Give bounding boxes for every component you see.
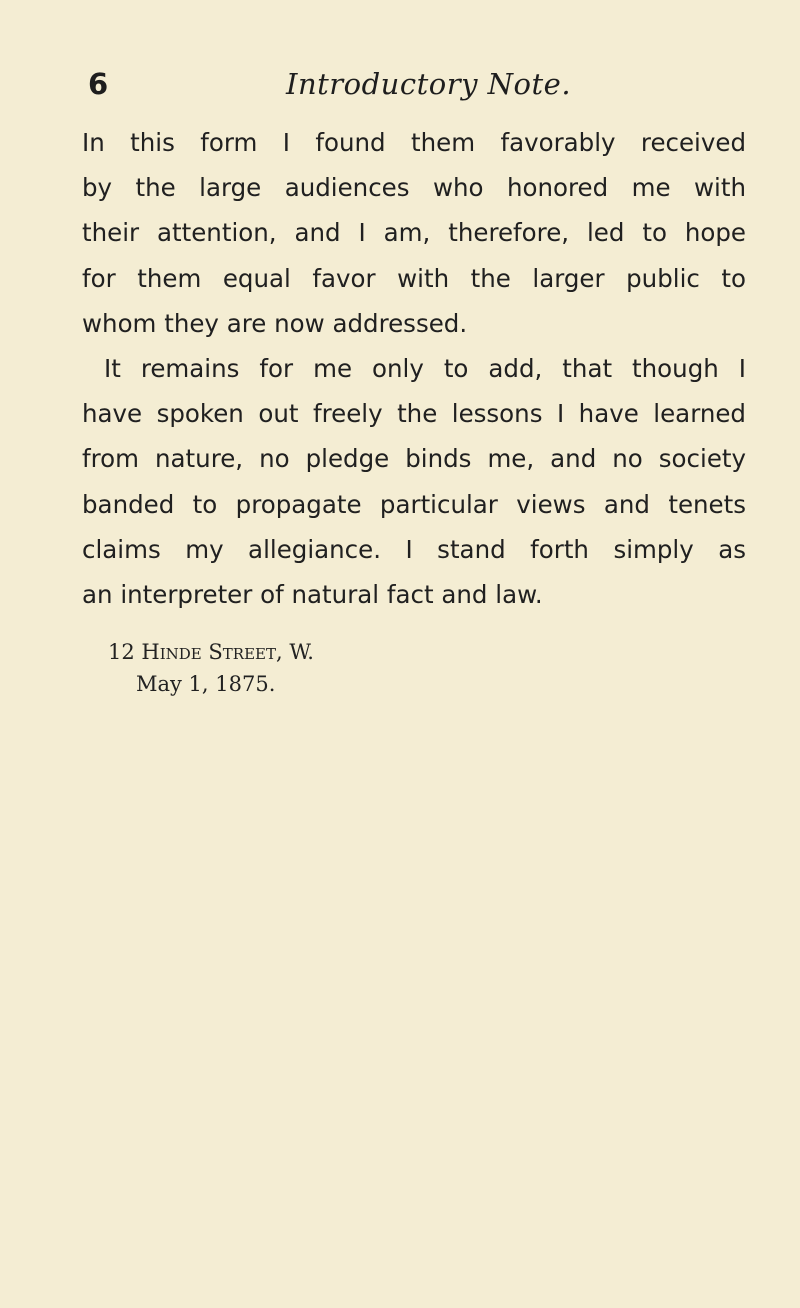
text-line: an interpreter of natural fact and law. (82, 579, 543, 609)
page-number: 6 (88, 67, 109, 101)
running-title: Introductory Note. (286, 67, 572, 101)
text-line: by the large audiences who honored me with (82, 173, 746, 203)
signature-block (108, 636, 508, 700)
text-line: banded to propagate particular views and tenets (82, 489, 746, 519)
text-line: from nature, no pledge binds me, and no society (82, 444, 746, 474)
text-line: their attention, and I am, therefore, led to hope (82, 218, 746, 248)
text-line: It remains for me only to add, that though I (104, 353, 746, 383)
text-line: whom they are now addressed. (82, 308, 468, 338)
page-header (88, 64, 738, 104)
text-line: claims my allegiance. I stand forth simply as (82, 534, 746, 564)
signature-address: 12 Hinde Street, W. (108, 640, 314, 664)
body-text (82, 120, 746, 617)
text-line: have spoken out freely the lessons I have learned (82, 399, 746, 429)
text-line: for them equal favor with the larger public to (82, 263, 746, 293)
text-line: In this form I found them favorably received (82, 128, 746, 157)
signature-date: May 1, 1875. (136, 672, 276, 696)
